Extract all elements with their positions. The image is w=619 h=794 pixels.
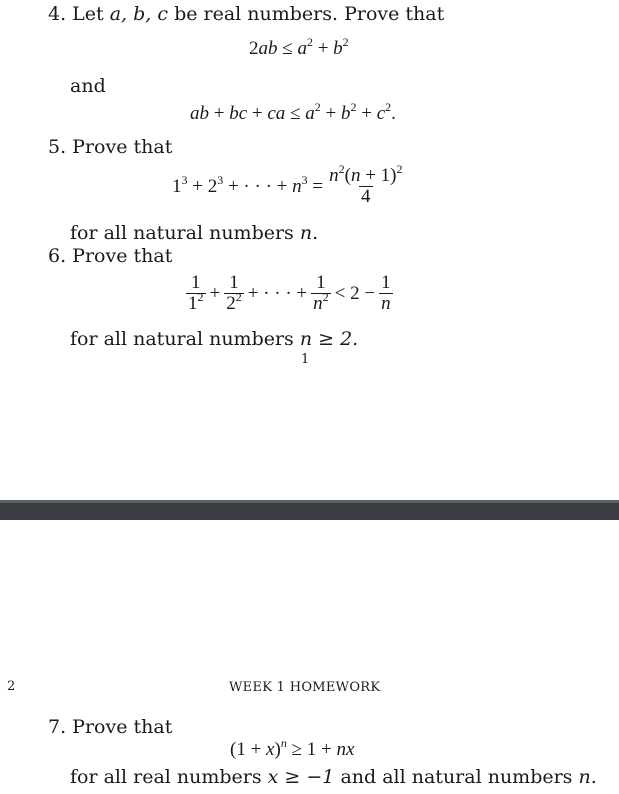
problem-5-tail: for all natural numbers n. [70, 222, 319, 244]
equation-ab-bc-ca: ab + bc + ca ≤ $a^2 + b^2 + c^2$. [190, 100, 396, 124]
equation-reciprocal-squares: $\frac{1}{1^2}$ + $\frac{1}{2^2}$ + · · · + $\frac{1}{n^2}$ < 2 − $\frac{1}{n}$ [188, 272, 391, 314]
equation-bernoulli: $(1 + x)^n \ge 1$ + nx [230, 736, 355, 760]
problem-7-label: 7. Prove that [48, 716, 173, 738]
problem-5-label: 5. Prove that [48, 136, 173, 158]
problem-4-statement: 4. Let a, b, c be real numbers. Prove that [48, 3, 445, 25]
problem-6-tail: for all natural numbers n ≥ 2. [70, 328, 359, 350]
page-number-2: 2 [7, 679, 16, 694]
equation-sum-cubes: $1^3 + 2^3$ + · · · + $n^3$ = $\frac{n^2(n + 1)^2}{4}$ [172, 162, 403, 207]
problem-7-tail: for all real numbers x ≥ −1 and all natural numbers n. [70, 766, 597, 788]
running-header: WEEK 1 HOMEWORK [229, 680, 381, 695]
page-divider [0, 500, 619, 520]
equation-2ab: $2ab \le a^2 + b^2$ [249, 35, 349, 59]
fraction-sum-cubes: $\frac{n^2(n + 1)^2}{4}$ [329, 162, 403, 207]
page-number-1: 1 [301, 352, 310, 367]
and-text: and [70, 75, 106, 97]
problem-6-label: 6. Prove that [48, 245, 173, 267]
